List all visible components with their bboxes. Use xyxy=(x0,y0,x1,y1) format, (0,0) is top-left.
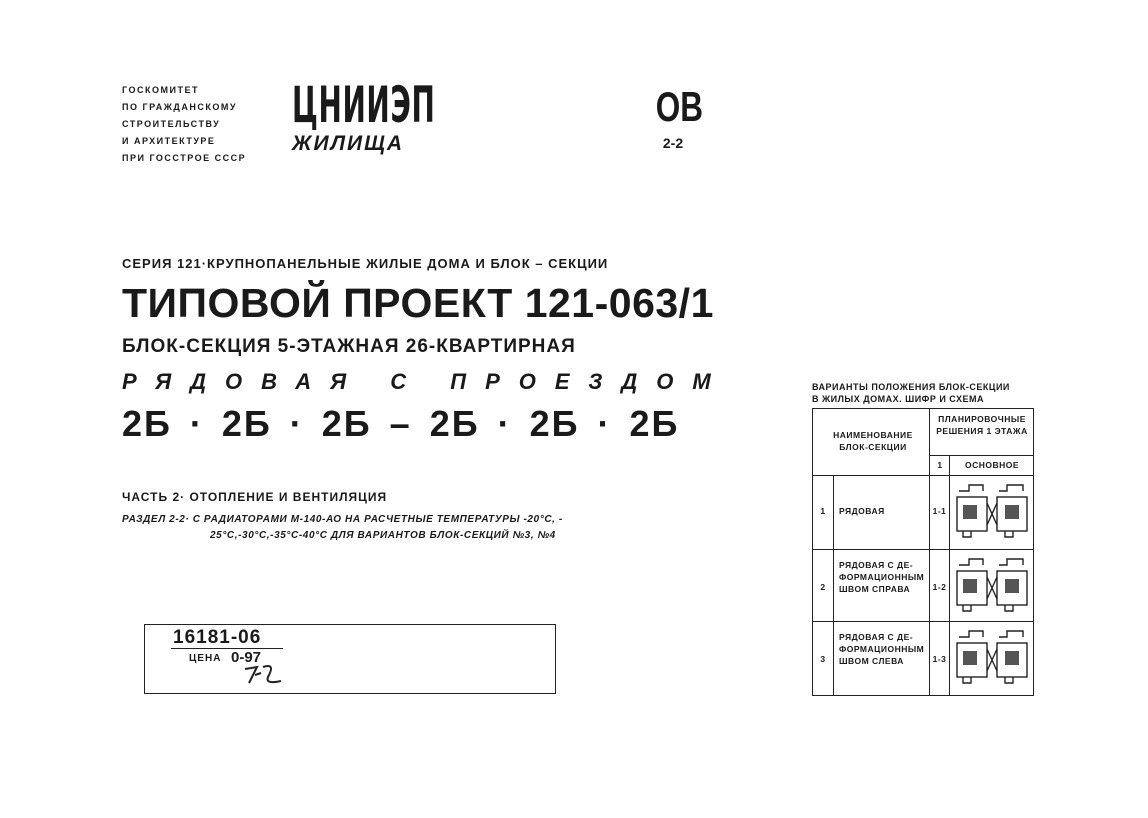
institute-logo xyxy=(292,76,436,156)
variant-title: 2Б · 2Б · 2Б – 2Б · 2Б · 2Б xyxy=(122,403,680,444)
table-divider xyxy=(813,475,1033,476)
stamp-underline xyxy=(171,648,283,649)
row-code: 1-1 xyxy=(932,506,947,516)
inventory-number: 16181-06 xyxy=(173,627,262,648)
table-divider xyxy=(813,621,1033,622)
price-label: ЦЕНА xyxy=(189,653,222,664)
inventory-stamp xyxy=(144,624,556,694)
committee-block xyxy=(122,82,274,167)
row-num: 3 xyxy=(820,654,826,664)
header-num: 1 xyxy=(937,460,943,470)
handwritten-signature xyxy=(241,661,285,687)
table-title-line-2: В ЖИЛЫХ ДОМАХ. ШИФР И СХЕМА xyxy=(812,394,984,404)
table-divider xyxy=(929,455,1033,456)
committee-line: И АРХИТЕКТУРЕ xyxy=(122,136,216,146)
document-code xyxy=(650,83,703,152)
section-description xyxy=(122,512,682,544)
series-title: СЕРИЯ 121·КРУПНОПАНЕЛЬНЫЕ ЖИЛЫЕ ДОМА И БЛОК – СЕКЦИИ xyxy=(122,256,609,271)
header-name: НАИМЕНОВАНИЕ БЛОК-СЕКЦИИ xyxy=(833,430,913,452)
logo-sub-text: ЖИЛИЩА xyxy=(292,132,405,155)
table-title-line-1: ВАРИАНТЫ ПОЛОЖЕНИЯ БЛОК-СЕКЦИИ xyxy=(812,382,1010,392)
price-value: 0-97 xyxy=(231,649,262,666)
row-name: РЯДОВАЯ С ДЕ-ФОРМАЦИОННЫМ ШВОМ СЛЕВА xyxy=(839,632,925,666)
header-main: ОСНОВНОЕ xyxy=(964,460,1020,470)
committee-line: СТРОИТЕЛЬСТВУ xyxy=(122,119,221,129)
table-divider xyxy=(949,455,950,695)
table-divider xyxy=(833,475,834,695)
project-title: ТИПОВОЙ ПРОЕКТ 121-063/1 xyxy=(122,280,714,326)
table-title xyxy=(812,381,1038,405)
document-code-sub: 2-2 xyxy=(662,135,684,151)
committee-line: ПО ГРАЖДАНСКОМУ xyxy=(122,102,237,112)
document-code-main: ОВ xyxy=(655,83,703,130)
block-section-title: БЛОК-СЕКЦИЯ 5-ЭТАЖНАЯ 26-КВАРТИРНАЯ xyxy=(122,336,576,357)
header-plan: ПЛАНИРОВОЧНЫЕ РЕШЕНИЯ 1 ЭТАЖА xyxy=(936,414,1028,436)
row-type-title: РЯДОВАЯ С ПРОЕЗДОМ xyxy=(122,369,730,394)
row-code: 1-3 xyxy=(932,654,947,664)
committee-line: ГОСКОМИТЕТ xyxy=(122,85,199,95)
row-num: 1 xyxy=(820,506,826,516)
row-name: РЯДОВАЯ С ДЕ-ФОРМАЦИОННЫМ ШВОМ СПРАВА xyxy=(839,560,925,594)
row-name: РЯДОВАЯ xyxy=(839,506,885,516)
part-title: ЧАСТЬ 2· ОТОПЛЕНИЕ И ВЕНТИЛЯЦИЯ xyxy=(122,490,388,504)
scheme-row-1-icon xyxy=(953,479,1031,545)
variants-table xyxy=(812,408,1034,696)
table-divider xyxy=(813,549,1033,550)
logo-main-text: ЦНИИЭП xyxy=(292,76,436,134)
section-line-1: РАЗДЕЛ 2-2· С РАДИАТОРАМИ М-140-АО НА РАСЧЕТНЫЕ ТЕМПЕРАТУРЫ -20°С, - xyxy=(122,514,563,525)
scheme-row-3-icon xyxy=(953,625,1031,691)
scheme-row-2-icon xyxy=(953,553,1031,619)
section-line-2: 25°С,-30°С,-35°С-40°С ДЛЯ ВАРИАНТОВ БЛОК-СЕКЦИЙ №3, №4 xyxy=(210,530,556,541)
committee-line: ПРИ ГОССТРОЕ СССР xyxy=(122,153,247,163)
row-code: 1-2 xyxy=(932,582,947,592)
row-num: 2 xyxy=(820,582,826,592)
